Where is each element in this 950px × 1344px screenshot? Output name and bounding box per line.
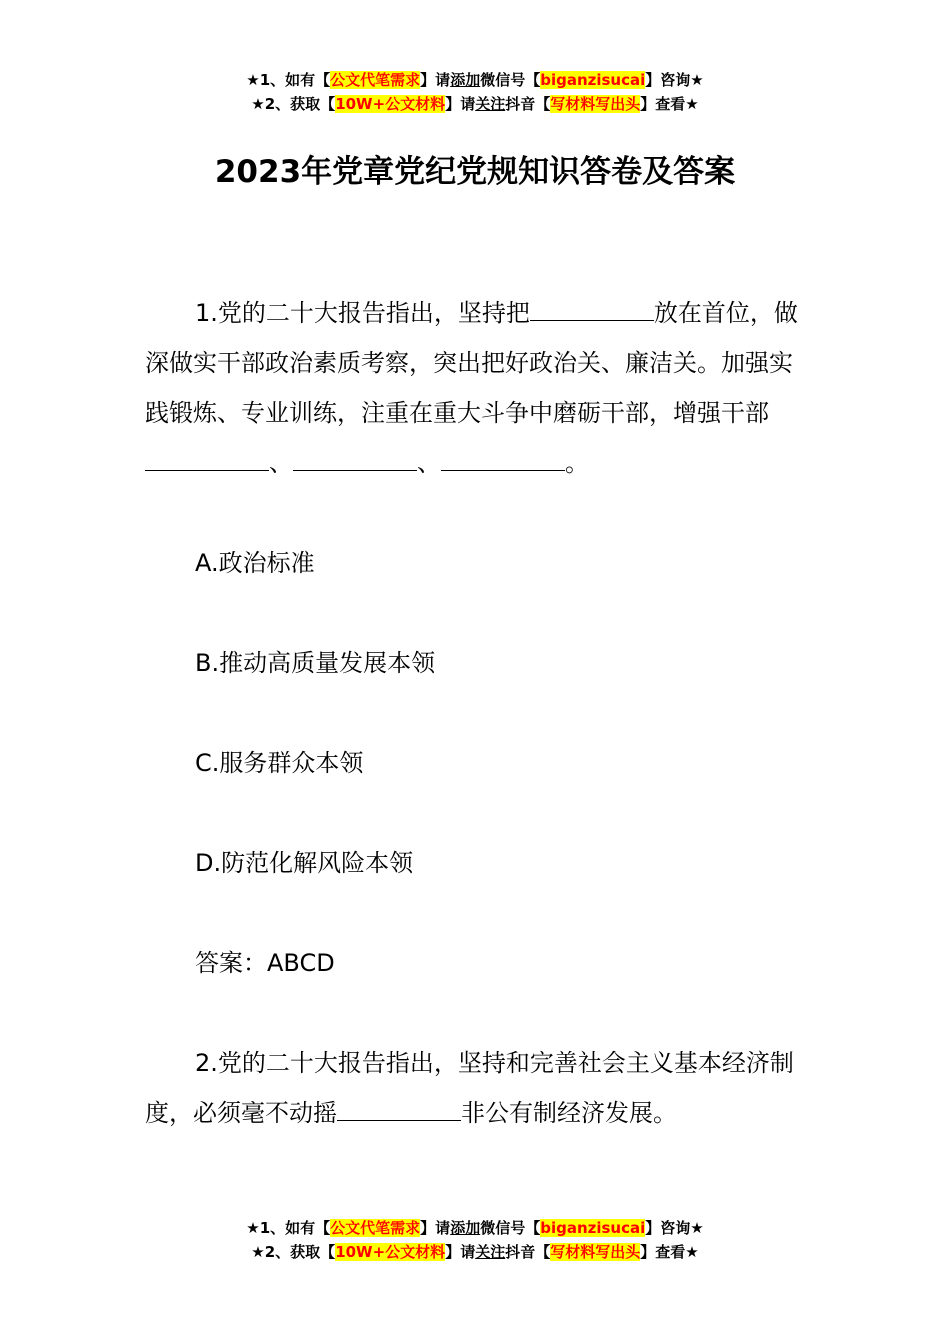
option-c: C.服务群众本领 bbox=[195, 749, 364, 777]
answer-blank bbox=[337, 1098, 461, 1121]
service-highlight: 公文代笔需求 bbox=[330, 1219, 421, 1237]
answer-blank bbox=[530, 298, 654, 321]
promo-line-1: ★1、如有【公文代笔需求】请添加微信号【biganzisucai】咨询★ bbox=[246, 71, 704, 89]
option-a: A.政治标准 bbox=[195, 549, 315, 577]
materials-highlight: 10W+公文材料 bbox=[335, 1243, 446, 1261]
answer-blank bbox=[293, 448, 417, 471]
question-1: 1.党的二十大报告指出，坚持把 放在首位，做深做实干部政治素质考察，突出把好政治关、廉洁关。加强实践锻炼、专业训练，注重在重大斗争中磨砺干部，增强干部、 、 。 bbox=[145, 299, 798, 477]
answer-blank bbox=[145, 448, 269, 471]
douyin-id: 写材料写出头 bbox=[550, 95, 641, 113]
question-2: 2.党的二十大报告指出，坚持和完善社会主义基本经济制度，必须毫不动摇 非公有制经济发展。 bbox=[145, 1049, 794, 1127]
materials-highlight: 10W+公文材料 bbox=[335, 95, 446, 113]
promo-banner-top bbox=[0, 68, 950, 116]
option-b: B.推动高质量发展本领 bbox=[195, 649, 436, 677]
promo-line-2: ★2、获取【10W+公文材料】请关注抖音【写材料写出头】查看★ bbox=[251, 1243, 699, 1261]
page-title: 2023年党章党纪党规知识答卷及答案 bbox=[214, 154, 736, 190]
promo-line-1: ★1、如有【公文代笔需求】请添加微信号【biganzisucai】咨询★ bbox=[246, 1219, 704, 1237]
wechat-id: biganzisucai bbox=[540, 1219, 646, 1237]
promo-banner-bottom bbox=[0, 1216, 950, 1264]
document-body bbox=[145, 288, 810, 1138]
promo-line-2: ★2、获取【10W+公文材料】请关注抖音【写材料写出头】查看★ bbox=[251, 95, 699, 113]
answer-line: 答案：ABCD bbox=[195, 949, 335, 977]
douyin-id: 写材料写出头 bbox=[550, 1243, 641, 1261]
answer-blank bbox=[441, 448, 565, 471]
option-d: D.防范化解风险本领 bbox=[195, 849, 414, 877]
service-highlight: 公文代笔需求 bbox=[330, 71, 421, 89]
wechat-id: biganzisucai bbox=[540, 71, 646, 89]
